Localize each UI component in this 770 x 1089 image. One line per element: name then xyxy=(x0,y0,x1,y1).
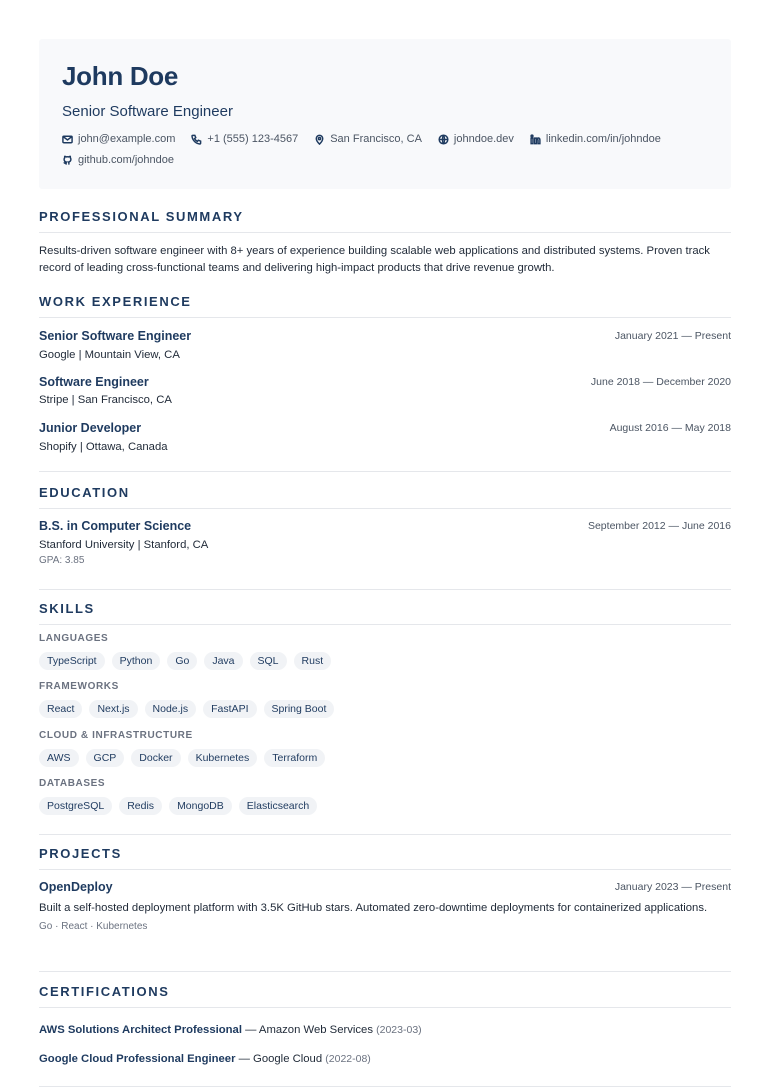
contact-location xyxy=(314,131,422,147)
summary-section xyxy=(39,208,731,277)
candidate-name: John Doe xyxy=(62,61,179,91)
skill-chip-list xyxy=(39,749,325,767)
skill-category-name: CLOUD & INFRASTRUCTURE xyxy=(39,730,193,741)
skill-chip-list xyxy=(39,797,317,815)
skill-category-name: LANGUAGES xyxy=(39,633,109,644)
certification-name: Google Cloud Professional Engineer xyxy=(39,1053,236,1065)
projects-heading: PROJECTS xyxy=(39,845,731,870)
skill-chip: Rust xyxy=(294,652,332,670)
experience-section xyxy=(39,293,731,472)
contact-linkedin[interactable] xyxy=(530,131,661,147)
linkedin-icon xyxy=(530,134,541,145)
project-dates: January 2023 — Present xyxy=(614,881,731,893)
experience-company: Google | Mountain View, CA xyxy=(39,349,180,361)
skill-chip: Redis xyxy=(119,797,162,815)
skill-chip: SQL xyxy=(250,652,287,670)
contact-website[interactable] xyxy=(438,131,514,147)
skill-chip: Next.js xyxy=(89,700,137,718)
experience-role: Junior Developer xyxy=(39,421,142,435)
project-description: Built a self-hosted deployment platform with 3.5K GitHub stars. Automated zero-downtime deployments for containerized applications. xyxy=(39,902,708,914)
certification-item xyxy=(39,1051,371,1067)
summary-heading: PROFESSIONAL SUMMARY xyxy=(39,208,731,233)
experience-dates: June 2018 — December 2020 xyxy=(590,376,731,388)
mail-icon xyxy=(62,134,73,145)
contact-phone-text: +1 (555) 123-4567 xyxy=(207,133,299,145)
contact-website-text: johndoe.dev xyxy=(453,133,514,145)
certifications-section xyxy=(39,983,731,1087)
skill-category xyxy=(39,680,334,718)
experience-dates: January 2021 — Present xyxy=(614,330,731,342)
experience-entry xyxy=(39,420,731,455)
skill-chip: Elasticsearch xyxy=(239,797,317,815)
certification-name: AWS Solutions Architect Professional xyxy=(39,1024,242,1036)
education-entry xyxy=(39,518,731,568)
certification-date: (2023-03) xyxy=(376,1024,422,1036)
skill-category xyxy=(39,729,325,767)
candidate-title: Senior Software Engineer xyxy=(62,103,233,120)
skill-chip: AWS xyxy=(39,749,79,767)
skill-chip: Java xyxy=(204,652,242,670)
skill-category-name: FRAMEWORKS xyxy=(39,681,119,692)
project-entry xyxy=(39,879,731,934)
experience-heading: WORK EXPERIENCE xyxy=(39,293,731,318)
experience-entry xyxy=(39,328,731,363)
contact-phone[interactable] xyxy=(191,131,298,147)
education-degree: B.S. in Computer Science xyxy=(39,519,192,533)
skill-chip: React xyxy=(39,700,82,718)
skills-section xyxy=(39,600,731,835)
certifications-heading: CERTIFICATIONS xyxy=(39,983,731,1008)
phone-icon xyxy=(191,134,202,145)
contact-github-text: github.com/johndoe xyxy=(78,154,175,166)
skill-chip: Go xyxy=(167,652,197,670)
projects-section xyxy=(39,845,731,972)
education-dates: September 2012 — June 2016 xyxy=(587,520,731,532)
experience-company: Shopify | Ottawa, Canada xyxy=(39,441,168,453)
skill-chip: MongoDB xyxy=(169,797,232,815)
experience-role: Software Engineer xyxy=(39,375,149,389)
skill-chip: GCP xyxy=(86,749,125,767)
education-section xyxy=(39,484,731,590)
contact-list xyxy=(62,131,702,168)
skill-chip: Docker xyxy=(131,749,180,767)
resume-header xyxy=(39,39,731,189)
experience-company: Stripe | San Francisco, CA xyxy=(39,394,172,406)
experience-role: Senior Software Engineer xyxy=(39,329,192,343)
resume-page xyxy=(39,39,731,1065)
certification-item xyxy=(39,1022,422,1038)
experience-dates: August 2016 — May 2018 xyxy=(609,422,731,434)
contact-github[interactable] xyxy=(62,152,174,168)
contact-email[interactable] xyxy=(62,131,175,147)
globe-icon xyxy=(438,134,449,145)
skill-chip: Spring Boot xyxy=(264,700,335,718)
project-tech: Go · React · Kubernetes xyxy=(39,921,148,932)
skill-chip: Python xyxy=(112,652,161,670)
education-school: Stanford University | Stanford, CA xyxy=(39,539,209,551)
skill-chip: Node.js xyxy=(145,700,197,718)
skill-category xyxy=(39,632,331,670)
skill-chip: Kubernetes xyxy=(188,749,258,767)
skills-heading: SKILLS xyxy=(39,600,731,625)
certification-date: (2022-08) xyxy=(325,1053,371,1065)
skill-chip: PostgreSQL xyxy=(39,797,112,815)
contact-location-text: San Francisco, CA xyxy=(330,133,422,145)
education-gpa: GPA: 3.85 xyxy=(39,555,85,566)
contact-email-text: john@example.com xyxy=(78,133,176,145)
skill-chip: FastAPI xyxy=(203,700,256,718)
skill-category xyxy=(39,777,317,815)
certification-issuer: — Amazon Web Services xyxy=(241,1024,377,1036)
skill-chip-list xyxy=(39,700,334,718)
education-heading: EDUCATION xyxy=(39,484,731,509)
summary-text: Results-driven software engineer with 8+ years of experience building scalable web applications and distributed systems. Proven track record of leading cross-functional teams and delivering high-impact products that drive revenue growth. xyxy=(39,245,710,274)
location-icon xyxy=(314,134,325,145)
contact-linkedin-text: linkedin.com/in/johndoe xyxy=(545,133,661,145)
github-icon xyxy=(62,155,73,166)
skill-category-name: DATABASES xyxy=(39,778,106,789)
skill-chip: Terraform xyxy=(264,749,325,767)
skill-chip: TypeScript xyxy=(39,652,105,670)
project-name: OpenDeploy xyxy=(39,880,113,894)
skill-chip-list xyxy=(39,652,331,670)
certification-issuer: — Google Cloud xyxy=(235,1053,326,1065)
experience-entry xyxy=(39,374,731,408)
